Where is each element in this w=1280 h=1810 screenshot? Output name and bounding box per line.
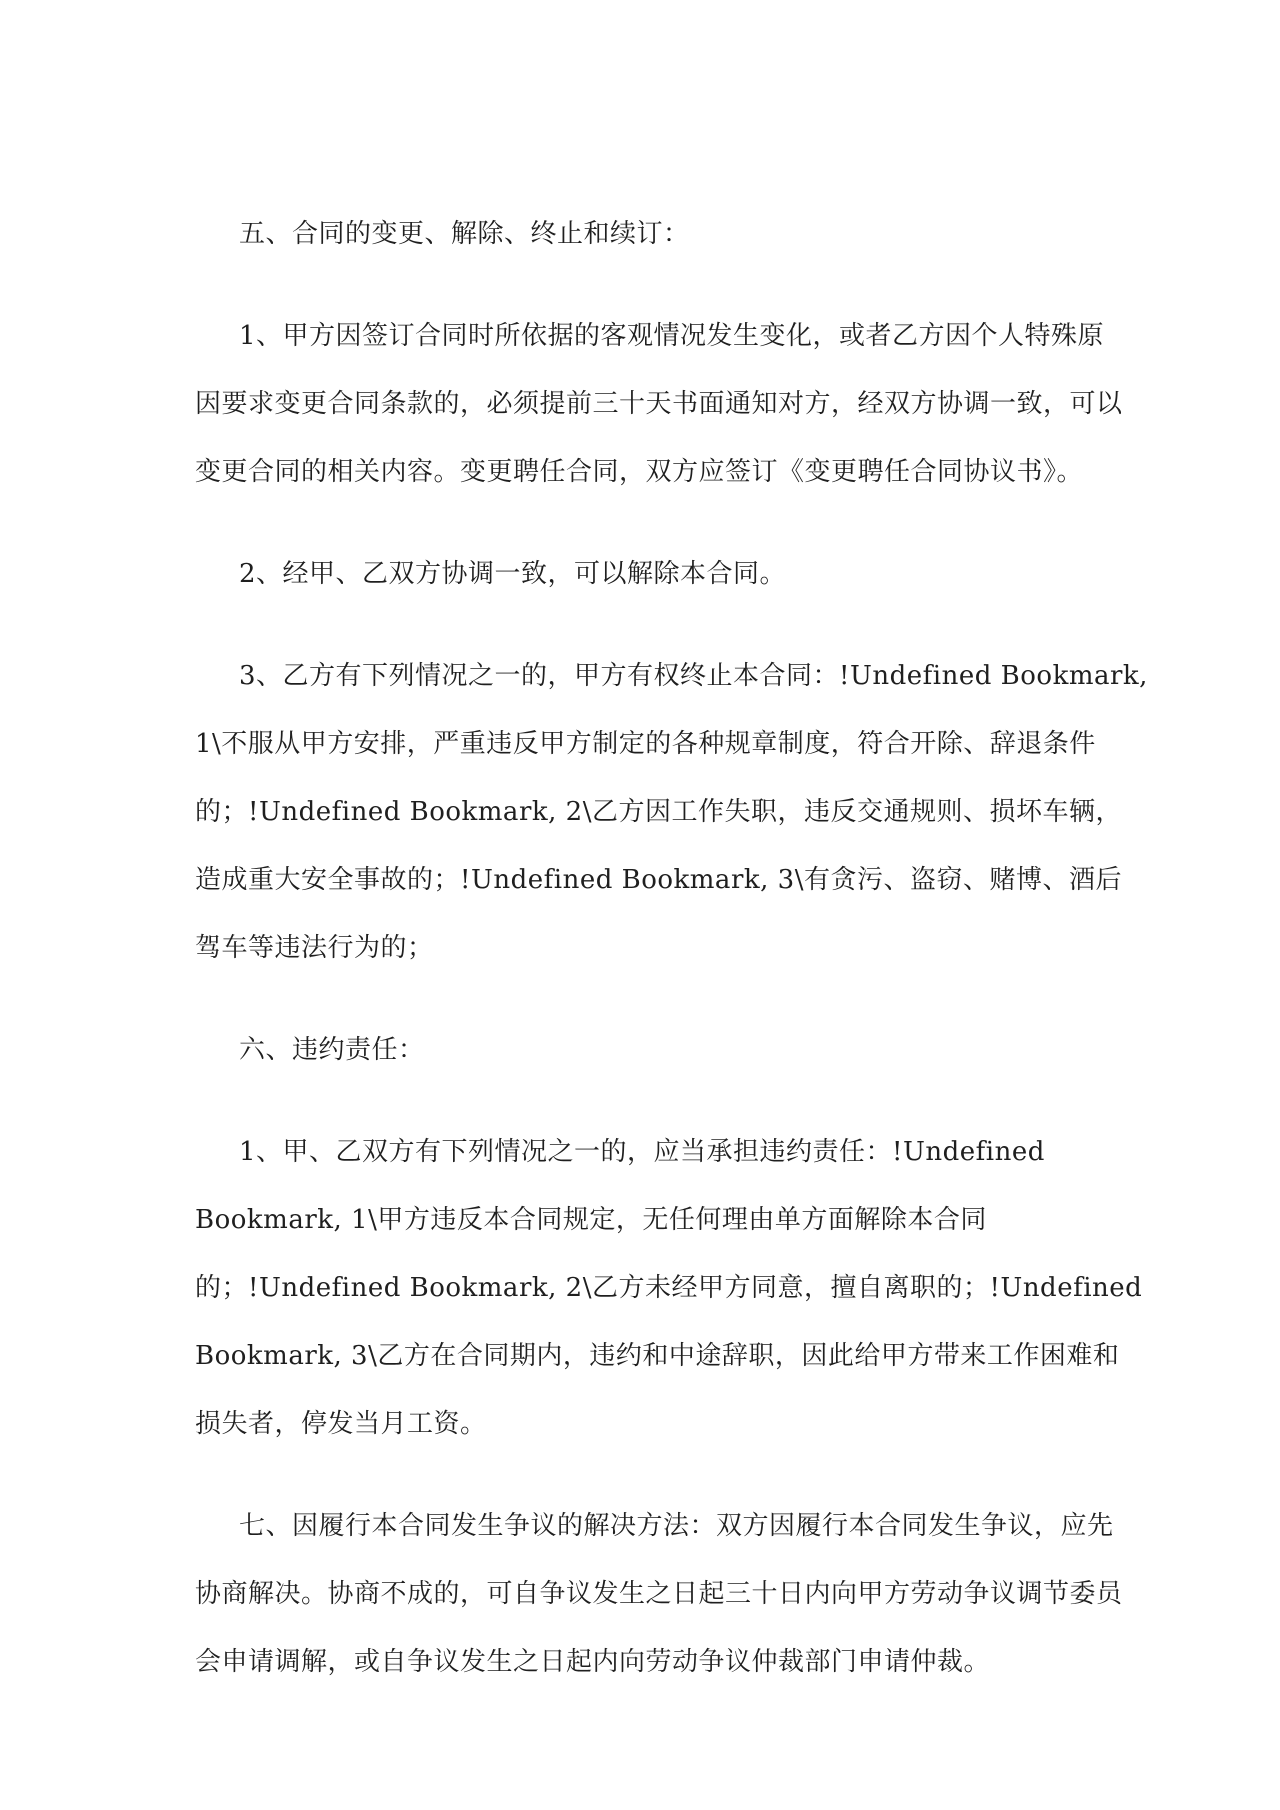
text-line: 六、违约责任： bbox=[239, 1035, 425, 1065]
text-line: 会申请调解，或自争议发生之日起内向劳动争议仲裁部门申请仲裁。 bbox=[195, 1647, 991, 1677]
text-line: 1\不服从甲方安排，严重违反甲方制定的各种规章制度，符合开除、辞退条件 bbox=[195, 729, 1096, 759]
document-body bbox=[195, 200, 1148, 1730]
text-line: 1、甲、乙双方有下列情况之一的，应当承担违约责任：!Undefined bbox=[239, 1137, 1045, 1167]
text-line: 五、合同的变更、解除、终止和续订： bbox=[239, 219, 690, 249]
text-line: 2、经甲、乙双方协调一致，可以解除本合同。 bbox=[239, 559, 787, 589]
section-5-item-3 bbox=[195, 642, 1148, 982]
text-line: 协商解决。协商不成的，可自争议发生之日起三十日内向甲方劳动争议调节委员 bbox=[195, 1579, 1123, 1609]
text-line: 造成重大安全事故的；!Undefined Bookmark, 3\有贪污、盗窃、赌博、酒后 bbox=[195, 865, 1122, 895]
text-line: 3、乙方有下列情况之一的，甲方有权终止本合同：!Undefined Bookmark, bbox=[239, 661, 1148, 691]
text-line: Bookmark, 3\乙方在合同期内，违约和中途辞职，因此给甲方带来工作困难和 bbox=[195, 1341, 1120, 1371]
text-line: 的；!Undefined Bookmark, 2\乙方未经甲方同意，擅自离职的；!Undefined bbox=[195, 1273, 1143, 1303]
text-line: 驾车等违法行为的； bbox=[195, 933, 434, 963]
text-line: 1、甲方因签订合同时所依据的客观情况发生变化，或者乙方因个人特殊原 bbox=[239, 321, 1105, 351]
section-5-item-1 bbox=[195, 302, 1123, 506]
section-5-heading bbox=[195, 200, 1095, 268]
section-6-heading bbox=[195, 1016, 1095, 1084]
text-line: Bookmark, 1\甲方违反本合同规定，无任何理由单方面解除本合同 bbox=[195, 1205, 987, 1235]
text-line: 因要求变更合同条款的，必须提前三十天书面通知对方，经双方协调一致，可以 bbox=[195, 389, 1123, 419]
text-line: 七、因履行本合同发生争议的解决方法：双方因履行本合同发生争议，应先 bbox=[239, 1511, 1114, 1541]
text-line: 的；!Undefined Bookmark, 2\乙方因工作失职，违反交通规则、损坏车辆， bbox=[195, 797, 1122, 827]
section-6-item-1 bbox=[195, 1118, 1143, 1458]
text-line: 损失者，停发当月工资。 bbox=[195, 1409, 487, 1439]
text-line: 变更合同的相关内容。变更聘任合同，双方应签订《变更聘任合同协议书》。 bbox=[195, 457, 1084, 487]
section-7 bbox=[195, 1492, 1123, 1696]
section-5-item-2 bbox=[195, 540, 1095, 608]
